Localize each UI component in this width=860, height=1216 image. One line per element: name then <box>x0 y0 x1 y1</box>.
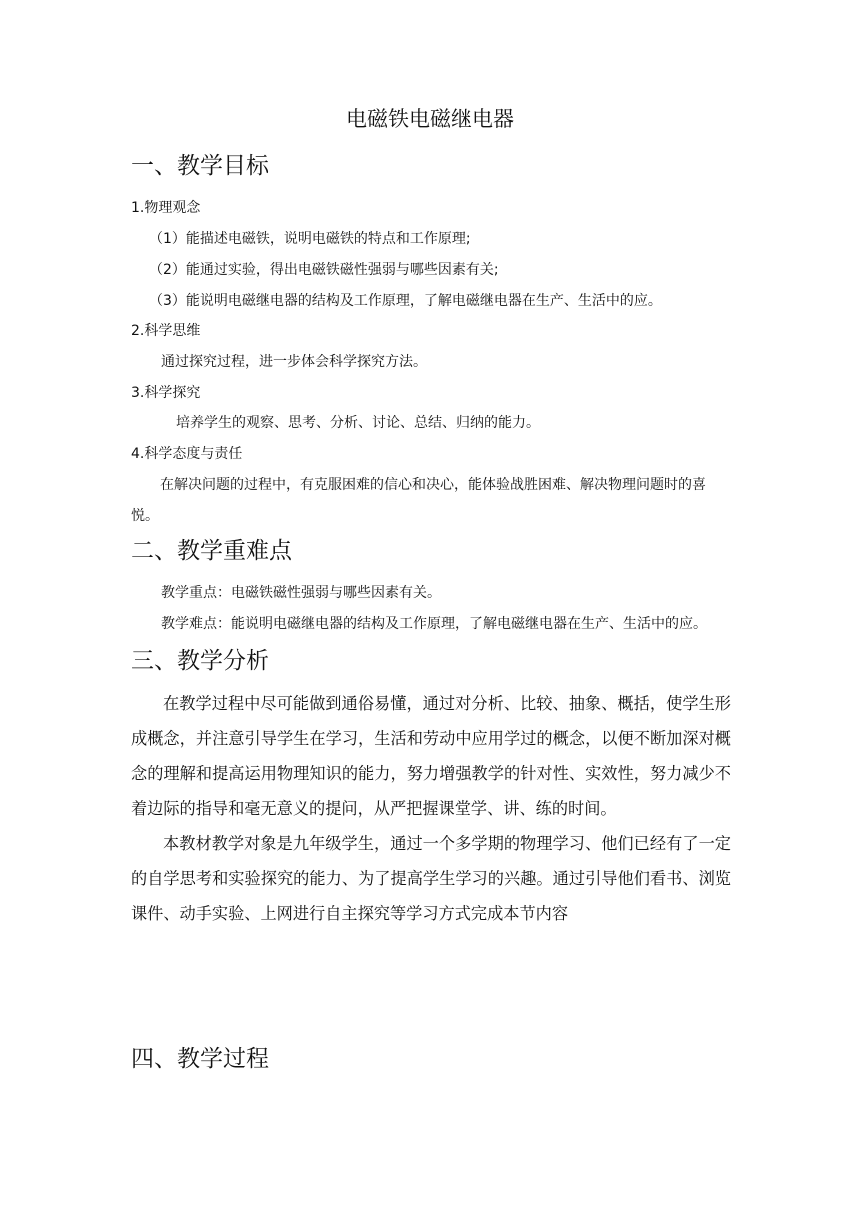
attitude-text: 在解决问题的过程中，有克服困难的信心和决心，能体验战胜困难、解决物理问题时的喜悦。 <box>131 477 706 524</box>
section-heading-process: 四、教学过程 <box>131 1046 269 1072</box>
list-item: （2）能通过实验，得出电磁铁磁性强弱与哪些因素有关; <box>149 262 499 278</box>
key-focus-text: 教学重点：电磁铁磁性强弱与哪些因素有关。 <box>161 585 441 601</box>
section-heading-goals: 一、教学目标 <box>131 153 269 179</box>
subheading-physics: 1.物理观念 <box>131 200 201 216</box>
analysis-paragraph: 本教材教学对象是九年级学生，通过一个多学期的物理学习、他们已经有了一定的自学思考和实验探究的能力、为了提高学生学习的兴趣。通过引导他们看书、浏览课件、动手实验、上网进行自主探究等学习方式完成本节内容 <box>131 834 731 923</box>
analysis-paragraph: 在教学过程中尽可能做到通俗易懂，通过对分析、比较、抽象、概括，使学生形成概念，并注意引导学生在学习，生活和劳动中应用学过的概念，以便不断加深对概念的理解和提高运用物理知识的能力，努力增强教学的针对性、实效性，努力减少不着边际的指导和毫无意义的提问，从严把握课堂学、讲、练的时间。 <box>131 694 731 818</box>
key-difficulty-text: 教学难点：能说明电磁继电器的结构及工作原理，了解电磁继电器在生产、生活中的应。 <box>161 616 707 632</box>
subheading-inquiry: 3.科学探究 <box>131 385 201 401</box>
list-item: （3）能说明电磁继电器的结构及工作原理，了解电磁继电器在生产、生活中的应。 <box>149 293 662 309</box>
subheading-attitude: 4.科学态度与责任 <box>131 446 243 462</box>
list-item: （1）能描述电磁铁，说明电磁铁的特点和工作原理; <box>149 231 471 247</box>
section-heading-key-points: 二、教学重难点 <box>131 538 292 564</box>
section-heading-analysis: 三、教学分析 <box>131 648 269 674</box>
subheading-thinking: 2.科学思维 <box>131 323 201 339</box>
inquiry-text: 培养学生的观察、思考、分析、讨论、总结、归纳的能力。 <box>176 415 540 431</box>
thinking-text: 通过探究过程，进一步体会科学探究方法。 <box>161 354 427 370</box>
document-title: 电磁铁电磁继电器 <box>346 107 514 131</box>
